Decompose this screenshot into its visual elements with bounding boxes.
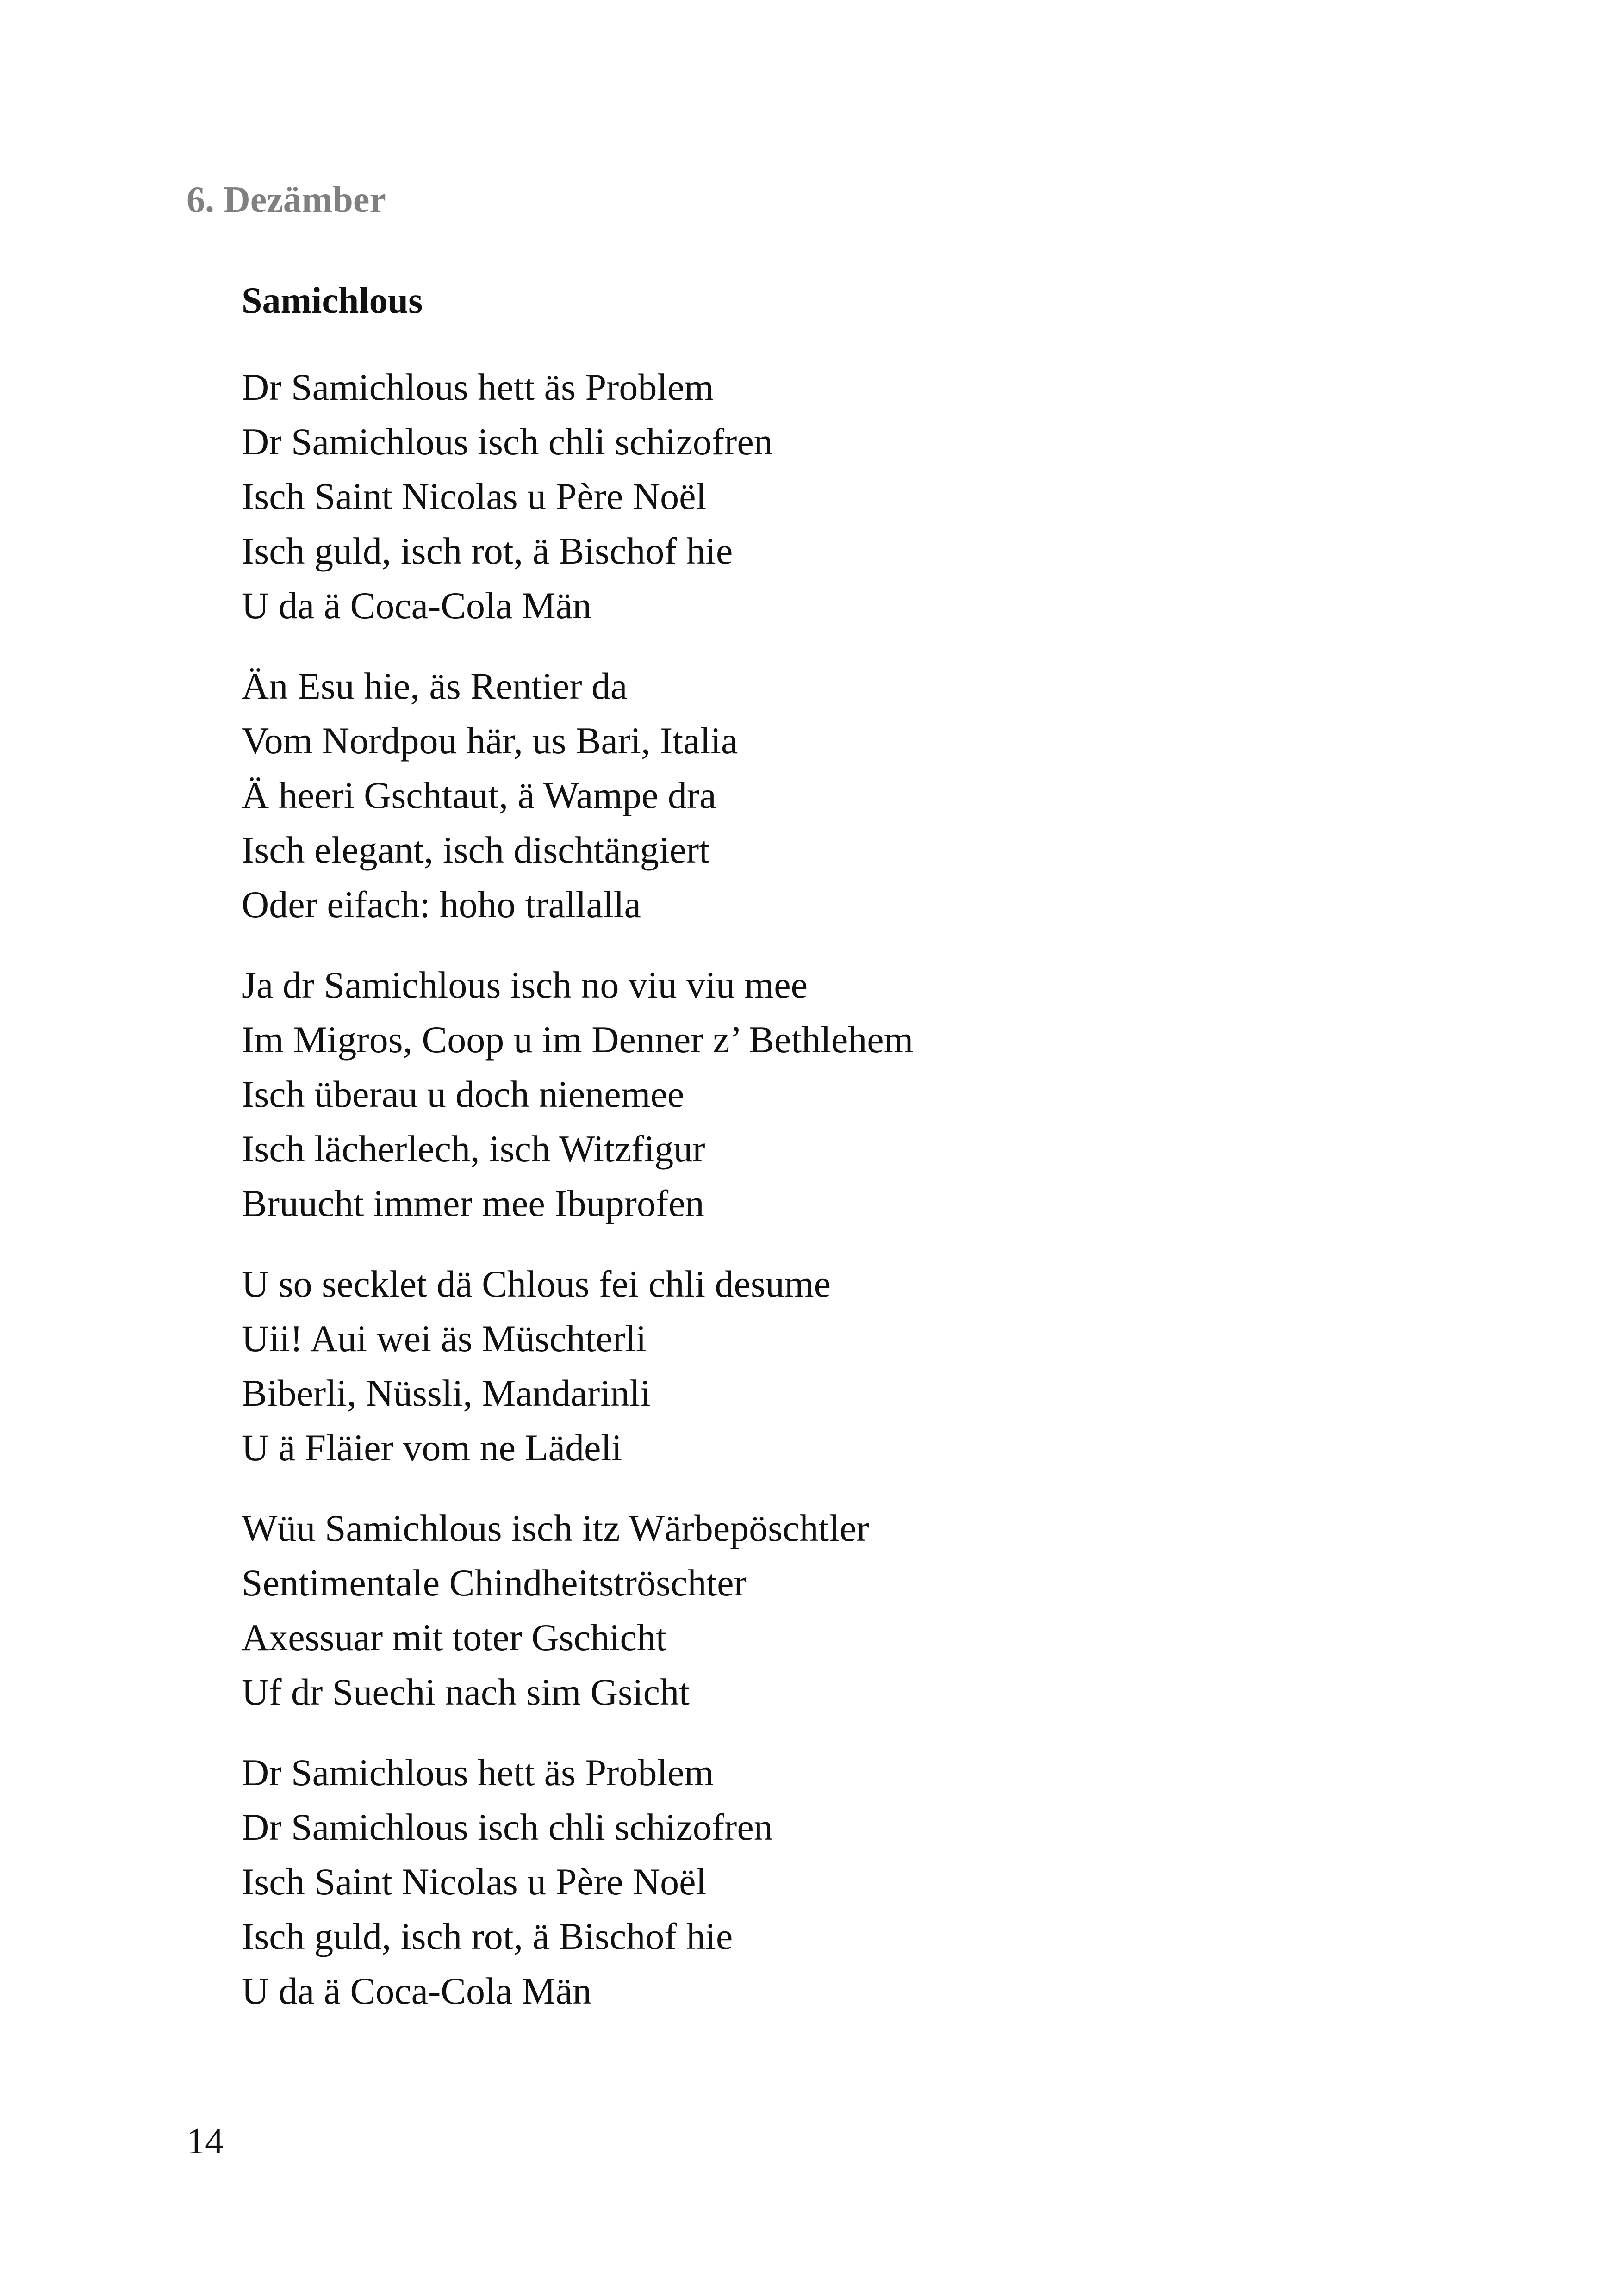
poem-line: Isch lächerlech, isch Witzfigur — [242, 1128, 705, 1170]
stanza — [242, 659, 1537, 932]
poem-title: Samichlous — [242, 280, 423, 321]
poem-line: Isch Saint Nicolas u Père Noël — [242, 475, 707, 517]
stanza — [242, 360, 1537, 633]
poem-line: U so secklet dä Chlous fei chli desume — [242, 1263, 831, 1305]
poem — [242, 282, 1537, 2018]
poem-line: Bruucht immer mee Ibuprofen — [242, 1182, 704, 1224]
poem-line: Uii! Aui wei äs Müschterli — [242, 1317, 647, 1359]
poem-line: Isch guld, isch rot, ä Bischof hie — [242, 530, 733, 572]
poem-line: U ä Fläier vom ne Lädeli — [242, 1427, 622, 1469]
poem-line: U da ä Coca-Cola Män — [242, 584, 591, 627]
poem-line: Isch elegant, isch dischtängiert — [242, 829, 709, 871]
poem-line: Dr Samichlous hett äs Problem — [242, 366, 714, 408]
poem-line: Dr Samichlous hett äs Problem — [242, 1751, 714, 1793]
section-date-heading: 6. Dezämber — [187, 180, 386, 220]
stanza — [242, 1745, 1537, 2018]
poem-line: Wüu Samichlous isch itz Wärbepöschtler — [242, 1507, 869, 1549]
poem-line: Im Migros, Coop u im Denner z’ Bethlehem — [242, 1018, 914, 1061]
poem-line: Dr Samichlous isch chli schizofren — [242, 421, 773, 463]
stanza — [242, 1257, 1537, 1475]
poem-line: Än Esu hie, äs Rentier da — [242, 665, 628, 707]
poem-line: Vom Nordpou här, us Bari, Italia — [242, 720, 738, 762]
page-number: 14 — [187, 2121, 224, 2162]
poem-line: Biberli, Nüssli, Mandarinli — [242, 1372, 651, 1414]
stanza — [242, 1501, 1537, 1719]
stanza — [242, 958, 1537, 1231]
poem-line: U da ä Coca-Cola Män — [242, 1970, 591, 2012]
poem-line: Axessuar mit toter Gschicht — [242, 1616, 666, 1658]
poem-line: Isch überau u doch nienemee — [242, 1073, 685, 1115]
poem-line: Ja dr Samichlous isch no viu viu mee — [242, 964, 808, 1006]
poem-line: Dr Samichlous isch chli schizofren — [242, 1806, 773, 1848]
poem-line: Isch Saint Nicolas u Père Noël — [242, 1861, 707, 1903]
poem-line: Uf dr Suechi nach sim Gsicht — [242, 1671, 690, 1713]
poem-line: Ä heeri Gschtaut, ä Wampe dra — [242, 774, 716, 816]
poem-line: Sentimentale Chindheitströschter — [242, 1562, 747, 1604]
poem-line: Isch guld, isch rot, ä Bischof hie — [242, 1915, 733, 1957]
poem-line: Oder eifach: hoho trallalla — [242, 883, 641, 925]
